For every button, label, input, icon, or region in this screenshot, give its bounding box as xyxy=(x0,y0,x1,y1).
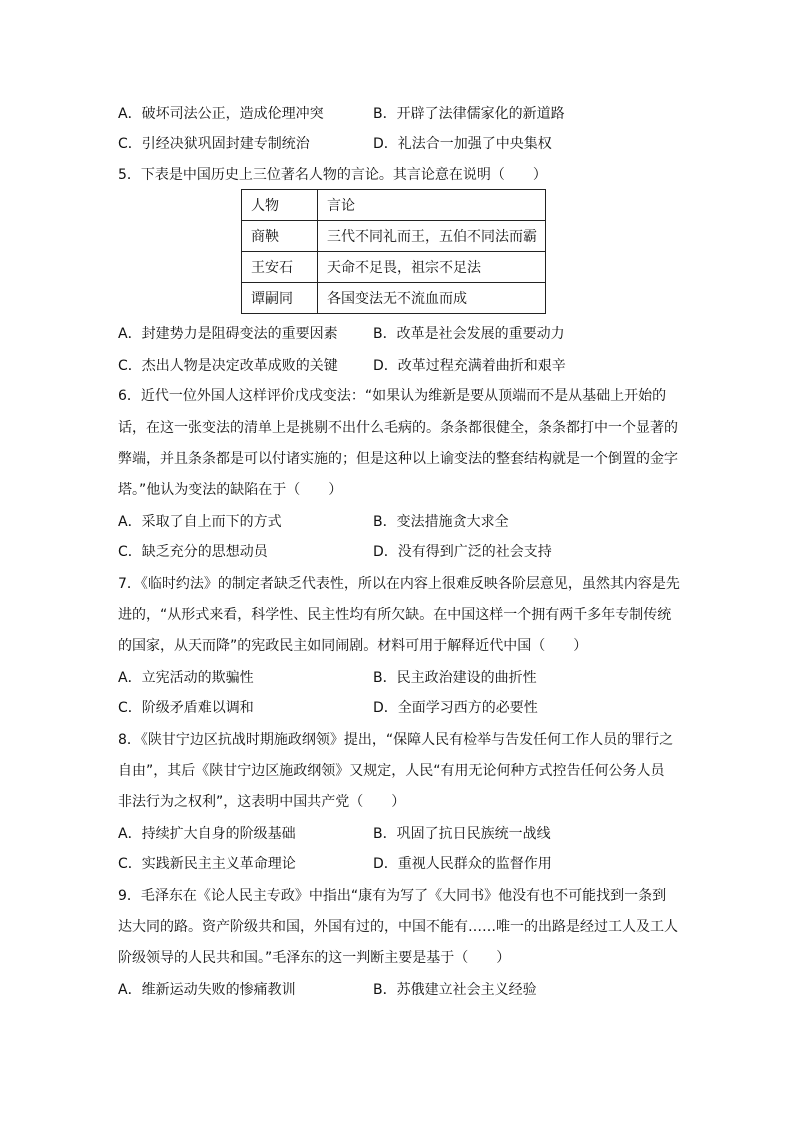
q6-option-c[interactable]: C．缺乏充分的思想动员 xyxy=(118,544,268,560)
table-cell-person: 王安石 xyxy=(242,252,318,283)
q6-option-a[interactable]: A．采取了自上而下的方式 xyxy=(118,514,282,530)
q5-option-b[interactable]: B．改革是社会发展的重要动力 xyxy=(373,326,565,342)
table-header-cell: 人物 xyxy=(242,190,318,221)
table-cell-quote: 天命不足畏，祖宗不足法 xyxy=(318,252,546,283)
q5-option-c[interactable]: C．杰出人物是决定改革成败的关键 xyxy=(118,358,338,374)
q7-stem-line: 进的，“从形式来看，科学性、民主性均有所欠缺。在中国这样一个拥有两千多年专制传统 xyxy=(118,607,672,623)
q8-option-b[interactable]: B．巩固了抗日民族统一战线 xyxy=(373,826,551,842)
table-row xyxy=(242,221,546,252)
q5-option-d[interactable]: D．改革过程充满着曲折和艰辛 xyxy=(373,358,566,374)
q6-option-row-cd xyxy=(118,542,678,562)
q9-stem-line: 达大同的路。资产阶级共和国，外国有过的，中国不能有……唯一的出路是经过工人及工人 xyxy=(118,919,678,935)
q7-option-d[interactable]: D．全面学习西方的必要性 xyxy=(373,700,538,716)
table-cell-quote: 各国变法无不流血而成 xyxy=(318,283,546,314)
q6-stem-line: 话，在这一张变法的清单上是挑剔不出什么毛病的。条条都很健全，条条都打中一个显著的 xyxy=(118,420,678,436)
q5-option-row-ab xyxy=(118,324,678,344)
q6-option-b[interactable]: B．变法措施贪大求全 xyxy=(373,514,509,530)
q8-stem-line: 非法行为之权利”，这表明中国共产党（ ） xyxy=(118,794,406,810)
q6-option-d[interactable]: D．没有得到广泛的社会支持 xyxy=(373,544,552,560)
q5-option-a[interactable]: A．封建势力是阻碍变法的重要因素 xyxy=(118,326,338,342)
table-row xyxy=(242,252,546,283)
q9-option-row-ab xyxy=(118,980,678,1000)
q9-stem-line: 9．毛泽东在《论人民主专政》中指出“康有为写了《大同书》他没有也不可能找到一条到 xyxy=(118,888,667,904)
q5-option-row-cd xyxy=(118,356,678,376)
q8-stem-line: 自由”，其后《陕甘宁边区施政纲领》又规定，人民“有用无论何种方式控告任何公务人员 xyxy=(118,763,665,779)
q8-option-row-cd xyxy=(118,854,678,874)
q4-option-d[interactable]: D．礼法合一加强了中央集权 xyxy=(373,136,552,152)
q8-stem-line: 8．《陕甘宁边区抗战时期施政纲领》提出，“保障人民有检举与告发任何工作人员的罪行之 xyxy=(118,732,674,748)
table-cell-quote: 三代不同礼而王，五伯不同法而霸 xyxy=(318,221,546,252)
q6-stem-line: 6．近代一位外国人这样评价戊戌变法：“如果认为维新是要从顶端而不是从基础上开始的 xyxy=(118,388,667,404)
table-row xyxy=(242,283,546,314)
q8-option-row-ab xyxy=(118,824,678,844)
q4-option-row-ab xyxy=(118,104,678,124)
q4-option-b[interactable]: B．开辟了法律儒家化的新道路 xyxy=(373,106,565,122)
q7-option-row-ab xyxy=(118,668,678,688)
q5-quote-table xyxy=(241,189,546,314)
q4-option-c[interactable]: C．引经决狱巩固封建专制统治 xyxy=(118,136,310,152)
table-header-row xyxy=(242,190,546,221)
q7-option-b[interactable]: B．民主政治建设的曲折性 xyxy=(373,670,537,686)
q7-option-c[interactable]: C．阶级矛盾难以调和 xyxy=(118,700,254,716)
q8-option-a[interactable]: A．持续扩大自身的阶级基础 xyxy=(118,826,296,842)
q6-option-row-ab xyxy=(118,512,678,532)
q9-option-a[interactable]: A．维新运动失败的惨痛教训 xyxy=(118,982,296,998)
q9-stem-line: 阶级领导的人民共和国。”毛泽东的这一判断主要是基于（ ） xyxy=(118,950,511,966)
q4-option-a[interactable]: A．破坏司法公正，造成伦理冲突 xyxy=(118,106,324,122)
q6-stem-line: 塔。”他认为变法的缺陷在于（ ） xyxy=(118,482,343,498)
q7-stem-line: 的国家，从天而降”的宪政民主如同闹剧。材料可用于解释近代中国（ ） xyxy=(118,638,588,654)
table-cell-person: 谭嗣同 xyxy=(242,283,318,314)
q8-option-c[interactable]: C．实践新民主主义革命理论 xyxy=(118,856,296,872)
q8-option-d[interactable]: D．重视人民群众的监督作用 xyxy=(373,856,552,872)
table-cell-person: 商鞅 xyxy=(242,221,318,252)
q4-option-row-cd xyxy=(118,134,678,154)
q7-option-row-cd xyxy=(118,698,678,718)
q6-stem-line: 弊端，并且条条都是可以付诸实施的；但是这种以上谕变法的整套结构就是一个倒置的金字 xyxy=(118,451,678,467)
q9-option-b[interactable]: B．苏俄建立社会主义经验 xyxy=(373,982,537,998)
q7-option-a[interactable]: A．立宪活动的欺骗性 xyxy=(118,670,254,686)
q7-stem-line: 7．《临时约法》的制定者缺乏代表性，所以在内容上很难反映各阶层意见，虽然其内容是先 xyxy=(118,576,680,592)
q5-stem: 5．下表是中国历史上三位著名人物的言论。其言论意在说明（ ） xyxy=(118,167,547,183)
table-header-cell: 言论 xyxy=(318,190,546,221)
